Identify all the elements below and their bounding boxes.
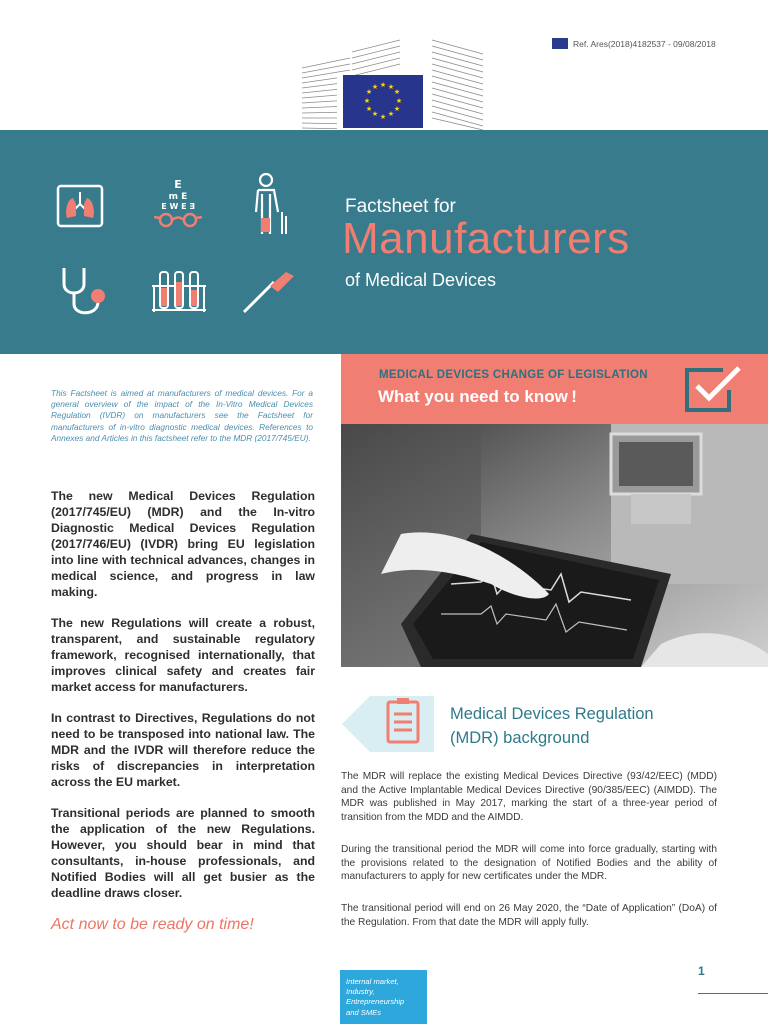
svg-text:★: ★	[365, 88, 373, 96]
left-paragraph-2: The new Regulations will create a robust, transparent, and sustainable regulatory framework, recognised internationally, that improves clinical safety and creates fair market access for manufacturers.	[51, 616, 315, 694]
dg-label	[346, 977, 404, 1018]
body-icon	[252, 172, 290, 238]
clipboard-icon	[342, 692, 434, 756]
svg-text:E: E	[174, 178, 182, 191]
svg-text:★: ★	[363, 97, 371, 105]
tablet-image	[341, 424, 768, 667]
svg-text:★: ★	[371, 110, 379, 118]
dg-line-4: and SMEs	[346, 1007, 382, 1017]
section-paragraph-3: The transitional period will end on 26 May 2020, the “Date of Application” (DoA) of the Regulation. From that date the MDR will apply fully.	[341, 903, 717, 928]
page-number-divider	[698, 993, 768, 994]
intro-note: This Factsheet is aimed at manufacturers of medical devices. For a general overview of the impact of the In-Vitro Medical Devices Regulation (IVDR) on manufacturers see the Factsheet for manufacturers of in-vitro diagnostic medical devices. References to Annexes and Articles in this factsheet refer to the MDR (2017/745/EU).	[51, 388, 313, 443]
svg-text:★: ★	[365, 105, 373, 113]
section-title	[450, 702, 710, 750]
eu-flag	[343, 75, 423, 128]
test-tubes-icon	[150, 270, 208, 314]
page-number: 1	[698, 964, 705, 978]
banner-kicker: MEDICAL DEVICES CHANGE OF LEGISLATION	[379, 369, 648, 381]
svg-text:★: ★	[387, 110, 395, 118]
svg-text:★: ★	[379, 81, 387, 89]
section-paragraph-1: The MDR will replace the existing Medical Devices Directive (93/42/EEC) (MDD) and the Active Implantable Medical Devices Directive (90/385/EEC) (AIMDD). The MDR was published in May 2017, marking the start of a three-year period of transition from the MDD and the AIMDD.	[341, 771, 717, 823]
call-to-action: Act now to be ready on time!	[51, 916, 254, 933]
eu-flag-icon	[552, 38, 568, 49]
svg-text:★: ★	[393, 88, 401, 96]
reference-line	[552, 38, 716, 49]
dg-line-3: Entrepreneurship	[346, 997, 405, 1007]
svg-text:★: ★	[379, 113, 387, 121]
svg-text:★: ★	[395, 97, 403, 105]
left-paragraph-3: In contrast to Directives, Regulations do not need to be transposed into national law. The MDR and the IVDR will therefore reduce the risks of discrepancies in interpretation across the EU market.	[51, 711, 315, 789]
section-paragraph-2: During the transitional period the MDR will come into force gradually, starting with the provisions related to the designation of Notified Bodies and the ability of manufacturers to apply for new certificates under the MDR.	[341, 844, 717, 882]
scalpel-icon	[240, 268, 298, 316]
svg-text:E W E ∃: E W E ∃	[161, 202, 195, 211]
page-subtitle: of Medical Devices	[345, 270, 497, 290]
left-paragraph-4: Transitional periods are planned to smooth the application of the new Regulations. However, you should bear in mind that consultants, in-house professionals, and Notified Bodies will all get busier as the deadline draws closer.	[51, 806, 315, 900]
eu-stars-icon	[343, 75, 423, 128]
banner-title: What you need to know !	[378, 387, 577, 406]
svg-text:m E: m E	[168, 192, 188, 202]
svg-text:★: ★	[393, 105, 401, 113]
dg-line-1: Internal market,	[346, 977, 399, 986]
eye-chart-icon	[152, 176, 204, 232]
svg-text:★: ★	[387, 83, 395, 91]
section-title-line-1: Medical Devices Regulation	[450, 705, 654, 723]
svg-text:★: ★	[371, 83, 379, 91]
lungs-icon	[56, 184, 104, 228]
left-paragraph-1: The new Medical Devices Regulation (2017/745/EU) (MDR) and the In-vitro Diagnostic Medical Devices Regulation (2017/746/EU) (IVDR) bring EU legislation into line with technical advances, changes in medical science, and progress in law making.	[51, 489, 315, 599]
tablet-photo	[341, 424, 768, 667]
section-title-line-2: (MDR) background	[450, 729, 590, 747]
dg-line-2: Industry,	[346, 987, 375, 997]
reference-text: Ref. Ares(2018)4182537 - 09/08/2018	[573, 38, 716, 49]
stethoscope-icon	[58, 264, 110, 320]
page-title: Manufacturers	[342, 214, 630, 263]
factsheet-prefix: Factsheet for	[345, 196, 456, 217]
legislation-banner	[341, 354, 768, 424]
checkbox-check-icon	[683, 364, 743, 414]
dg-label-box	[340, 970, 427, 1024]
